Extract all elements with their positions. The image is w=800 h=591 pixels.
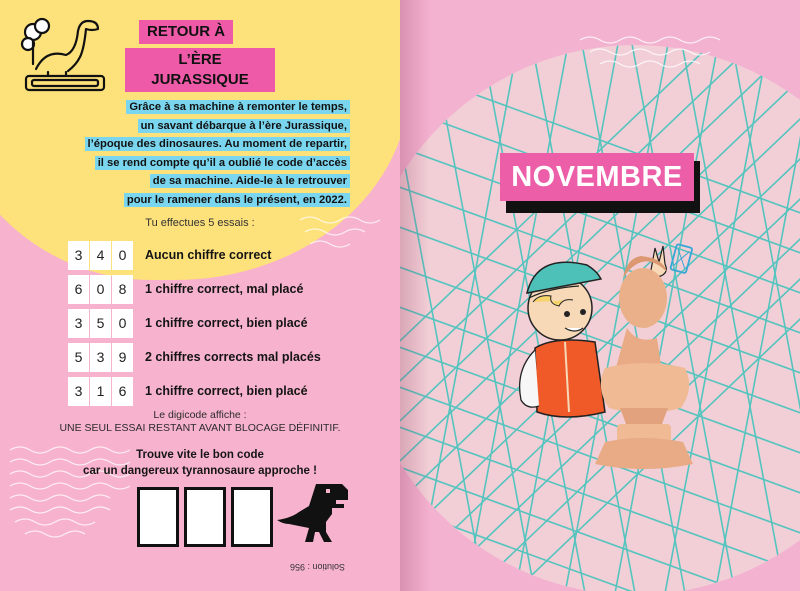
right-page xyxy=(400,0,800,591)
digit-cell: 6 xyxy=(112,377,133,406)
digit-cell: 4 xyxy=(90,241,111,270)
guess-hint: 1 chiffre correct, bien placé xyxy=(145,316,308,330)
digit-cell: 9 xyxy=(112,343,133,372)
digit-cell: 3 xyxy=(90,343,111,372)
digit-cell: 6 xyxy=(68,275,89,304)
title-line-2: L’ÈRE JURASSIQUE xyxy=(125,48,275,92)
digit-cell: 0 xyxy=(112,309,133,338)
page-gutter-shadow xyxy=(400,0,430,591)
digicode-message xyxy=(0,409,400,435)
month-title: NOVEMBRE xyxy=(500,153,694,201)
hurry-line: car un dangereux tyrannosaure approche ! xyxy=(83,465,317,477)
tries-label: Tu effectues 5 essais : xyxy=(145,217,255,229)
title-line-1: RETOUR À xyxy=(139,20,233,44)
intro-line: de sa machine. Aide-le à le retrouver xyxy=(150,174,350,188)
digicode-label: Le digicode affiche : xyxy=(153,409,247,421)
digit-cell: 3 xyxy=(68,309,89,338)
answer-box[interactable] xyxy=(184,487,226,547)
digit-cell: 0 xyxy=(112,241,133,270)
digicode-warning: UNE SEUL ESSAI RESTANT AVANT BLOCAGE DÉFINITIF. xyxy=(59,422,341,434)
hurry-line: Trouve vite le bon code xyxy=(136,449,264,461)
guess-row xyxy=(68,340,388,374)
intro-line: un savant débarque à l’ère Jurassique, xyxy=(138,119,350,133)
intro-line: pour le ramener dans le présent, en 2022. xyxy=(124,193,350,207)
intro-paragraph xyxy=(60,98,350,209)
guess-hint: 2 chiffres corrects mal placés xyxy=(145,350,321,364)
guess-row xyxy=(68,238,388,272)
digit-cell: 3 xyxy=(68,241,89,270)
t-rex-icon xyxy=(276,480,360,552)
intro-line: Grâce à sa machine à remonter le temps, xyxy=(126,100,350,114)
dinosaur-time-machine-icon xyxy=(18,14,110,100)
guess-hint: 1 chiffre correct, bien placé xyxy=(145,384,308,398)
solution-text: Solution : 956 xyxy=(290,562,346,572)
digit-cell: 5 xyxy=(90,309,111,338)
title-banner xyxy=(125,20,275,88)
digit-cell: 1 xyxy=(90,377,111,406)
answer-code-boxes xyxy=(137,487,278,547)
digit-cell: 0 xyxy=(90,275,111,304)
digit-cell: 3 xyxy=(68,377,89,406)
answer-box[interactable] xyxy=(137,487,179,547)
guess-row xyxy=(68,272,388,306)
month-banner xyxy=(500,153,700,205)
guess-row xyxy=(68,374,388,408)
intro-line: il se rend compte qu’il a oublié le code d’accès xyxy=(95,156,350,170)
boy-with-bust-illustration xyxy=(505,238,705,498)
digit-cell: 5 xyxy=(68,343,89,372)
guess-list xyxy=(68,238,388,408)
guess-row xyxy=(68,306,388,340)
guess-hint: Aucun chiffre correct xyxy=(145,248,272,262)
intro-line: l’époque des dinosaures. Au moment de repartir, xyxy=(85,137,350,151)
hurry-message xyxy=(0,447,400,479)
answer-box[interactable] xyxy=(231,487,273,547)
guess-hint: 1 chiffre correct, mal placé xyxy=(145,282,304,296)
digit-cell: 8 xyxy=(112,275,133,304)
